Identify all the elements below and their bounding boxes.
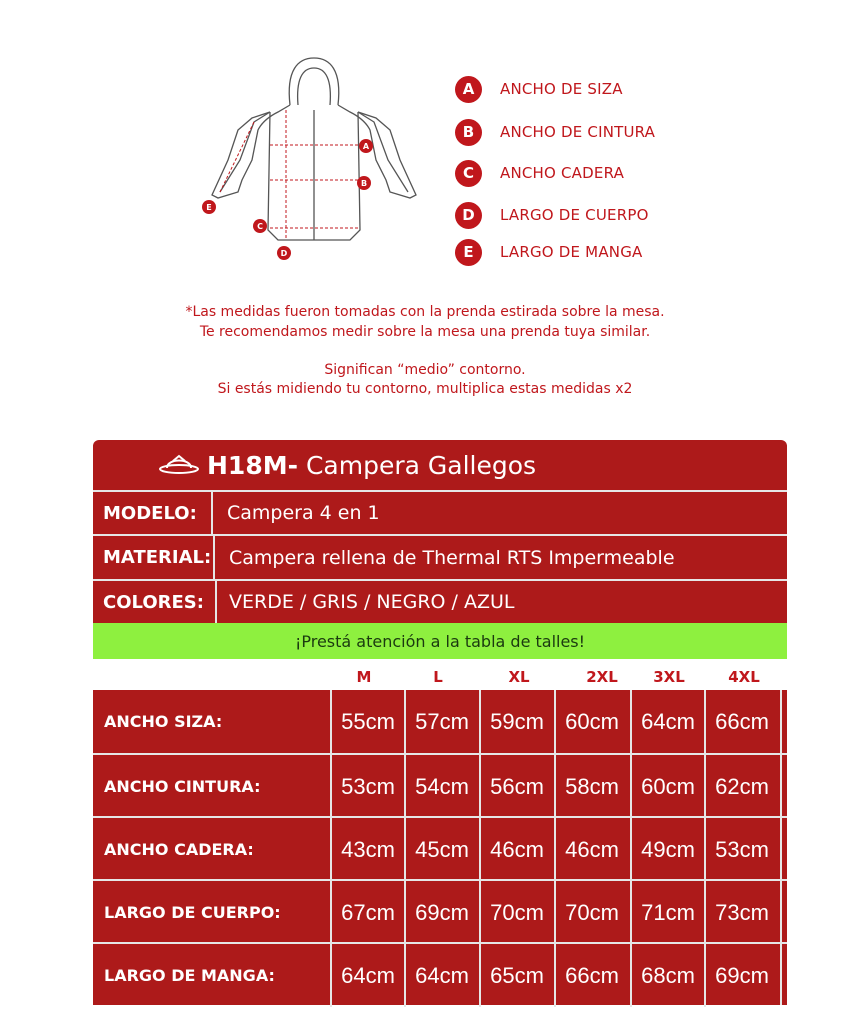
brand-logo-icon [157,452,201,478]
table-cell: 69cm [404,881,478,944]
modelo-value: Campera 4 en 1 [227,502,380,524]
table-cell: 58cm [554,755,628,818]
table-cell: 64cm [330,944,404,1007]
product-title-bar [93,440,787,490]
marker-a-letter: A [362,142,370,151]
legend-badge-d: D [455,202,482,229]
size-header-3xl: 3XL [653,668,685,686]
legend-badge-e: E [455,239,482,266]
hood-inner [298,68,331,105]
row-label-ancho-cadera: ANCHO CADERA: [104,840,254,859]
table-row [93,690,787,753]
table-row [93,879,787,942]
table-cell: 67cm [330,881,404,944]
row-label-largo-manga: LARGO DE MANGA: [104,966,275,985]
table-cell: 59cm [479,690,553,753]
material-value: Campera rellena de Thermal RTS Impermeable [229,546,675,569]
legend-item-e [455,237,643,267]
product-name: Campera Gallegos [305,450,537,480]
product-code: H18M- [207,450,298,480]
legend-badge-b: B [455,119,482,146]
size-table [93,690,787,1005]
table-cell: 53cm [330,755,404,818]
table-cell: 60cm [554,690,628,753]
legend-item-a [455,74,623,104]
colores-label: COLORES: [93,581,217,623]
legend-item-c [455,158,624,188]
colores-row [93,579,787,623]
table-cell: 64cm [630,690,704,753]
table-cell: 54cm [404,755,478,818]
size-header-xl: XL [508,668,530,686]
marker-e-letter: E [206,203,212,212]
colores-value: VERDE / GRIS / NEGRO / AZUL [229,591,515,613]
size-header-l: L [433,668,443,686]
table-cell: 69cm [704,944,778,1007]
contour-note-1: Significan “medio” contorno. [324,362,526,378]
row-label-largo-cuerpo: LARGO DE CUERPO: [104,903,281,922]
table-cell: 70cm [479,881,553,944]
size-header-m: M [356,668,372,686]
marker-c-letter: C [257,222,263,231]
size-header-4xl: 4XL [728,668,760,686]
table-cell: 43cm [330,818,404,881]
table-right-divider [780,690,782,1005]
legend-label-a: ANCHO DE SIZA [500,80,623,98]
size-table-attention-banner: ¡Prestá atención a la tabla de talles! [93,623,787,659]
table-cell: 71cm [630,881,704,944]
legend-item-b [455,117,655,147]
measurement-note-2: Te recomendamos medir sobre la mesa una prenda tuya similar. [199,324,651,340]
product-card [93,440,787,1005]
legend-badge-a: A [455,76,482,103]
table-cell: 73cm [704,881,778,944]
table-cell: 60cm [630,755,704,818]
table-cell: 66cm [554,944,628,1007]
jacket-diagram [190,50,430,275]
table-cell: 55cm [330,690,404,753]
legend-label-c: ANCHO CADERA [500,164,625,182]
table-cell: 62cm [704,755,778,818]
modelo-row [93,490,787,534]
legend-label-d: LARGO DE CUERPO [500,206,649,224]
table-cell: 65cm [479,944,553,1007]
table-cell: 57cm [404,690,478,753]
legend-item-d [455,200,649,230]
row-label-ancho-siza: ANCHO SIZA: [104,712,223,731]
legend-label-e: LARGO DE MANGA [500,243,643,261]
table-row [93,816,787,879]
modelo-label: MODELO: [93,492,213,534]
table-cell: 70cm [554,881,628,944]
material-row [93,534,787,579]
size-header-2xl: 2XL [586,668,618,686]
row-label-ancho-cintura: ANCHO CINTURA: [104,777,261,796]
contour-note-2: Si estás midiendo tu contorno, multiplica estas medidas x2 [217,381,633,397]
table-cell: 53cm [704,818,778,881]
table-cell: 66cm [704,690,778,753]
table-cell: 64cm [404,944,478,1007]
table-cell: 46cm [554,818,628,881]
legend-label-b: ANCHO DE CINTURA [500,123,656,141]
table-cell: 56cm [479,755,553,818]
hood-outline [289,58,339,105]
material-label: MATERIAL: [93,536,215,579]
table-cell: 49cm [630,818,704,881]
legend-badge-c: C [455,160,482,187]
measurement-note-1: *Las medidas fueron tomadas con la prenda estirada sobre la mesa. [185,304,665,320]
table-row [93,942,787,1005]
table-cell: 46cm [479,818,553,881]
marker-d-letter: D [280,249,288,258]
table-cell: 68cm [630,944,704,1007]
table-row [93,753,787,816]
marker-b-letter: B [360,179,368,188]
table-cell: 45cm [404,818,478,881]
